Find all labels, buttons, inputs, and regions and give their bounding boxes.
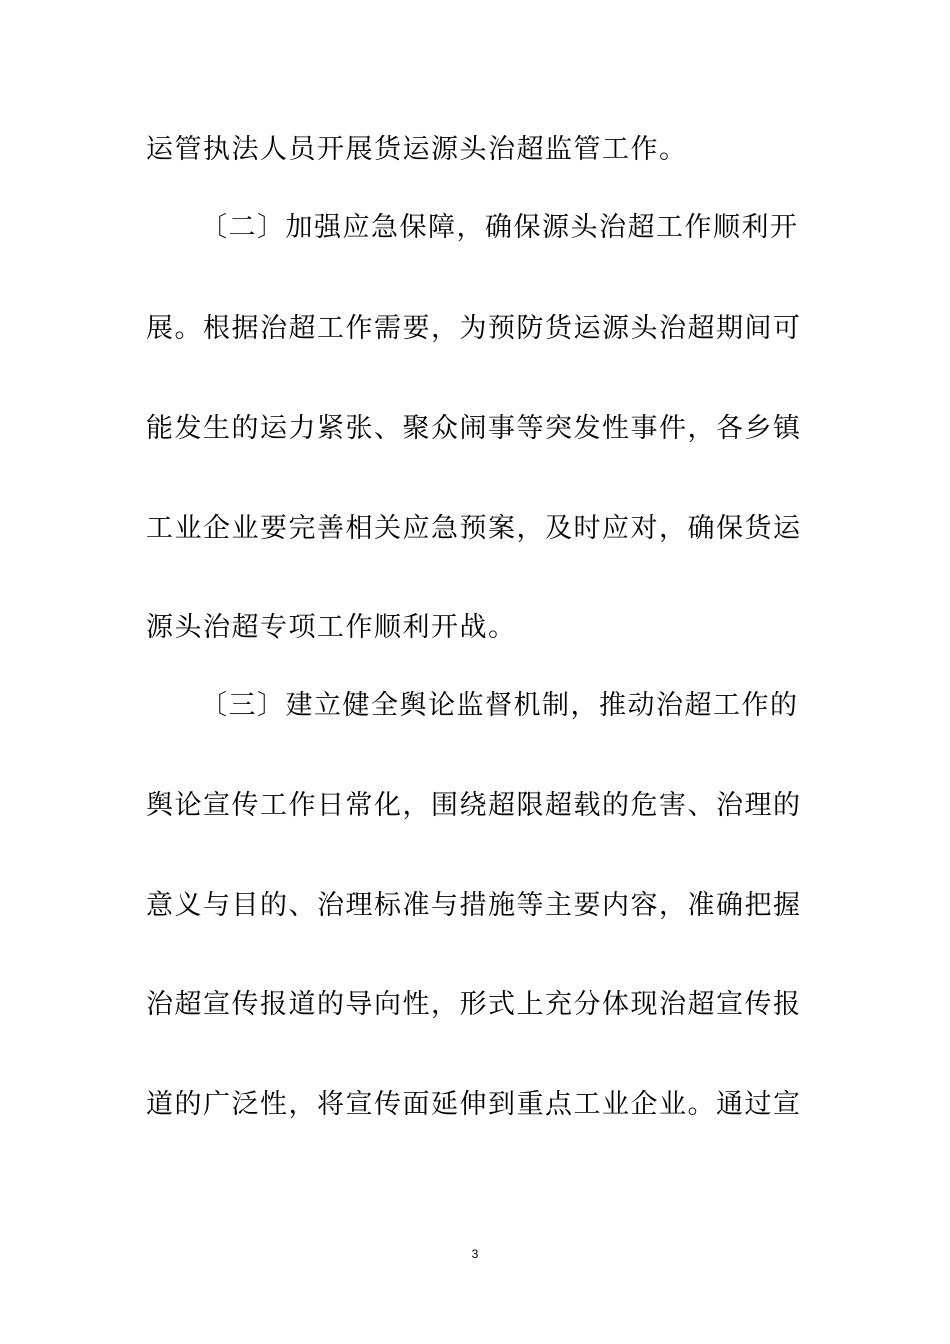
text-line-11: 道的广泛性，将宣传面延伸到重点工业企业。通过宣 [146,1089,802,1120]
text-line-8: 舆论宣传工作日常化，围绕超限超载的危害、治理的 [146,790,802,821]
section-heading-2: 〔二〕加强应急保障，确保源头治超工作顺利开 [200,212,799,243]
text-line-9: 意义与目的、治理标准与措施等主要内容，准确把握 [146,890,802,921]
text-line-1: 运管执法人员开展货运源头治超监管工作。 [146,134,688,165]
text-line-3: 展。根据治超工作需要，为预防货运源头治超期间可 [146,313,802,344]
text-line-6: 源头治超专项工作顺利开战。 [146,612,517,643]
text-line-5: 工业企业要完善相关应急预案，及时应对，确保货运 [146,513,802,544]
text-line-10: 治超宣传报道的导向性，形式上充分体现治超宣传报 [146,989,802,1020]
text-line-4: 能发生的运力紧张、聚众闹事等突发性事件，各乡镇 [146,413,802,444]
page-number: 3 [471,1247,479,1261]
section-heading-3: 〔三〕建立健全舆论监督机制，推动治超工作的 [200,690,799,721]
